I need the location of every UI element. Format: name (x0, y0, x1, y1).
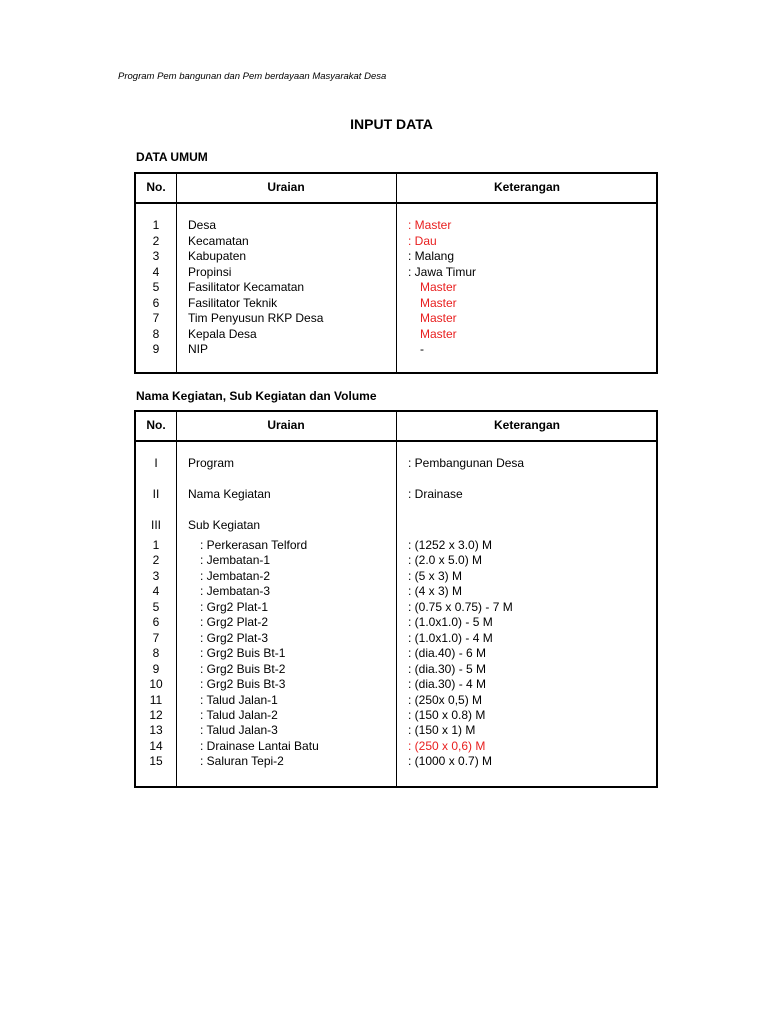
row-keterangan: : (1.0x1.0) - 5 M (408, 615, 493, 630)
row-uraian: : Jembatan-2 (200, 568, 271, 583)
column-header-no: No. (146, 180, 166, 194)
table-row (136, 583, 656, 599)
row-uraian: NIP (188, 342, 209, 356)
row-keterangan: : (2.0 x 5.0) M (408, 553, 483, 568)
table-row (136, 630, 656, 646)
row-uraian: Kepala Desa (188, 326, 257, 341)
table-row (136, 676, 656, 692)
table-row (136, 738, 656, 754)
row-number: 10 (149, 677, 163, 692)
row-keterangan: : Jawa Timur (408, 264, 477, 279)
row-number: I (154, 456, 158, 470)
row-number: 6 (152, 295, 160, 310)
column-header-keterangan: Keterangan (493, 180, 561, 194)
row-number: 9 (152, 661, 160, 676)
row-keterangan: : Dau (408, 233, 437, 248)
table-row (136, 310, 656, 326)
column-header-keterangan: Keterangan (493, 418, 561, 432)
row-uraian: Sub Kegiatan (188, 518, 261, 532)
table-row (136, 614, 656, 630)
row-uraian: Kabupaten (188, 249, 247, 263)
row-number: 8 (152, 326, 160, 341)
page-title: INPUT DATA (350, 116, 433, 132)
row-keterangan: Master (420, 295, 457, 310)
row-uraian: : Grg2 Buis Bt-2 (200, 661, 286, 676)
table-row (136, 692, 656, 708)
row-uraian: : Jembatan-3 (200, 584, 271, 599)
row-number: 9 (152, 342, 160, 356)
row-number: 5 (152, 599, 160, 614)
row-keterangan: : Drainase (408, 487, 463, 501)
row-uraian: : Jembatan-1 (200, 553, 271, 568)
row-uraian: : Saluran Tepi-2 (200, 754, 284, 769)
table-row (136, 537, 656, 553)
row-uraian: Kecamatan (188, 233, 249, 248)
row-number: 3 (152, 568, 160, 583)
column-header-uraian: Uraian (267, 418, 305, 432)
header-divider (136, 440, 656, 442)
table-row (136, 279, 656, 295)
row-keterangan: : (dia.30) - 4 M (408, 677, 487, 692)
row-number: 3 (152, 249, 160, 263)
row-keterangan: Master (420, 326, 457, 341)
table-row (136, 707, 656, 723)
row-keterangan: : (4 x 3) M (408, 584, 463, 599)
table-row (136, 295, 656, 311)
row-keterangan: : (150 x 0.8) M (408, 707, 486, 722)
row-keterangan: : (5 x 3) M (408, 568, 463, 583)
row-keterangan: : (dia.30) - 5 M (408, 661, 487, 676)
row-keterangan: : (1252 x 3.0) M (408, 538, 493, 552)
row-uraian: : Grg2 Buis Bt-3 (200, 677, 286, 692)
row-keterangan: : (250x 0,5) M (408, 692, 483, 707)
section-title-kegiatan: Nama Kegiatan, Sub Kegiatan dan Volume (136, 389, 377, 403)
row-number: 4 (152, 264, 160, 279)
table-row (136, 217, 656, 233)
row-uraian: Program (188, 456, 235, 470)
row-number: 7 (152, 630, 160, 645)
column-header-uraian: Uraian (267, 180, 305, 194)
row-keterangan: : Malang (408, 249, 455, 263)
table-row (136, 568, 656, 584)
kegiatan-table (134, 410, 658, 788)
row-uraian: : Grg2 Plat-2 (200, 615, 269, 630)
table-row (136, 517, 656, 533)
table-row (136, 486, 656, 502)
row-number: 11 (149, 692, 163, 707)
document-header: Program Pem bangunan dan Pem berdayaan Masyarakat Desa (118, 71, 387, 82)
row-number: 5 (152, 280, 160, 294)
row-number: 1 (152, 218, 160, 232)
row-number: 2 (152, 553, 160, 568)
row-uraian: : Talud Jalan-3 (200, 723, 278, 738)
row-uraian: Nama Kegiatan (188, 487, 271, 501)
row-uraian: : Grg2 Plat-1 (200, 599, 269, 614)
table-row (136, 645, 656, 661)
table-row (136, 248, 656, 264)
table-row (136, 455, 656, 471)
table-row (136, 326, 656, 342)
row-number: 14 (149, 738, 163, 753)
row-number: 12 (149, 707, 163, 722)
row-uraian: Fasilitator Teknik (188, 295, 278, 310)
row-keterangan: : (1000 x 0.7) M (408, 754, 493, 769)
row-keterangan: Master (420, 311, 457, 325)
row-keterangan: : (0.75 x 0.75) - 7 M (408, 599, 513, 614)
row-uraian: : Perkerasan Telford (200, 538, 308, 552)
row-keterangan: - (420, 342, 424, 356)
row-keterangan: : Pembangunan Desa (408, 456, 525, 470)
row-number: 6 (152, 615, 160, 630)
table-row (136, 599, 656, 615)
table-row (136, 722, 656, 738)
table-row (136, 233, 656, 249)
row-uraian: : Grg2 Plat-3 (200, 630, 269, 645)
row-number: 13 (149, 723, 163, 738)
row-uraian: : Grg2 Buis Bt-1 (200, 646, 286, 661)
column-header-no: No. (146, 418, 166, 432)
row-keterangan: : (dia.40) - 6 M (408, 646, 487, 661)
row-number: 4 (152, 584, 160, 599)
row-keterangan: Master (420, 280, 457, 294)
section-title-data-umum: DATA UMUM (136, 150, 208, 164)
row-number: II (152, 487, 160, 501)
row-uraian: Fasilitator Kecamatan (188, 280, 305, 294)
data-umum-table (134, 172, 658, 374)
row-uraian: Propinsi (188, 264, 232, 279)
row-number: 15 (149, 754, 163, 769)
row-keterangan: : (1.0x1.0) - 4 M (408, 630, 493, 645)
row-number: 2 (152, 233, 160, 248)
row-uraian: Desa (188, 218, 217, 232)
table-row (136, 552, 656, 568)
row-uraian: : Talud Jalan-2 (200, 707, 278, 722)
row-number: 8 (152, 646, 160, 661)
table-row (136, 661, 656, 677)
header-divider (136, 202, 656, 204)
row-uraian: : Talud Jalan-1 (200, 692, 278, 707)
row-keterangan: : (150 x 1) M (408, 723, 476, 738)
row-uraian: : Drainase Lantai Batu (200, 738, 319, 753)
row-uraian: Tim Penyusun RKP Desa (188, 311, 324, 325)
table-row (136, 753, 656, 769)
row-keterangan: : (250 x 0,6) M (408, 738, 486, 753)
row-number: III (150, 518, 161, 532)
table-row (136, 264, 656, 280)
row-number: 1 (152, 538, 160, 552)
table-row (136, 341, 656, 357)
row-keterangan: : Master (408, 218, 452, 232)
row-number: 7 (152, 311, 160, 325)
